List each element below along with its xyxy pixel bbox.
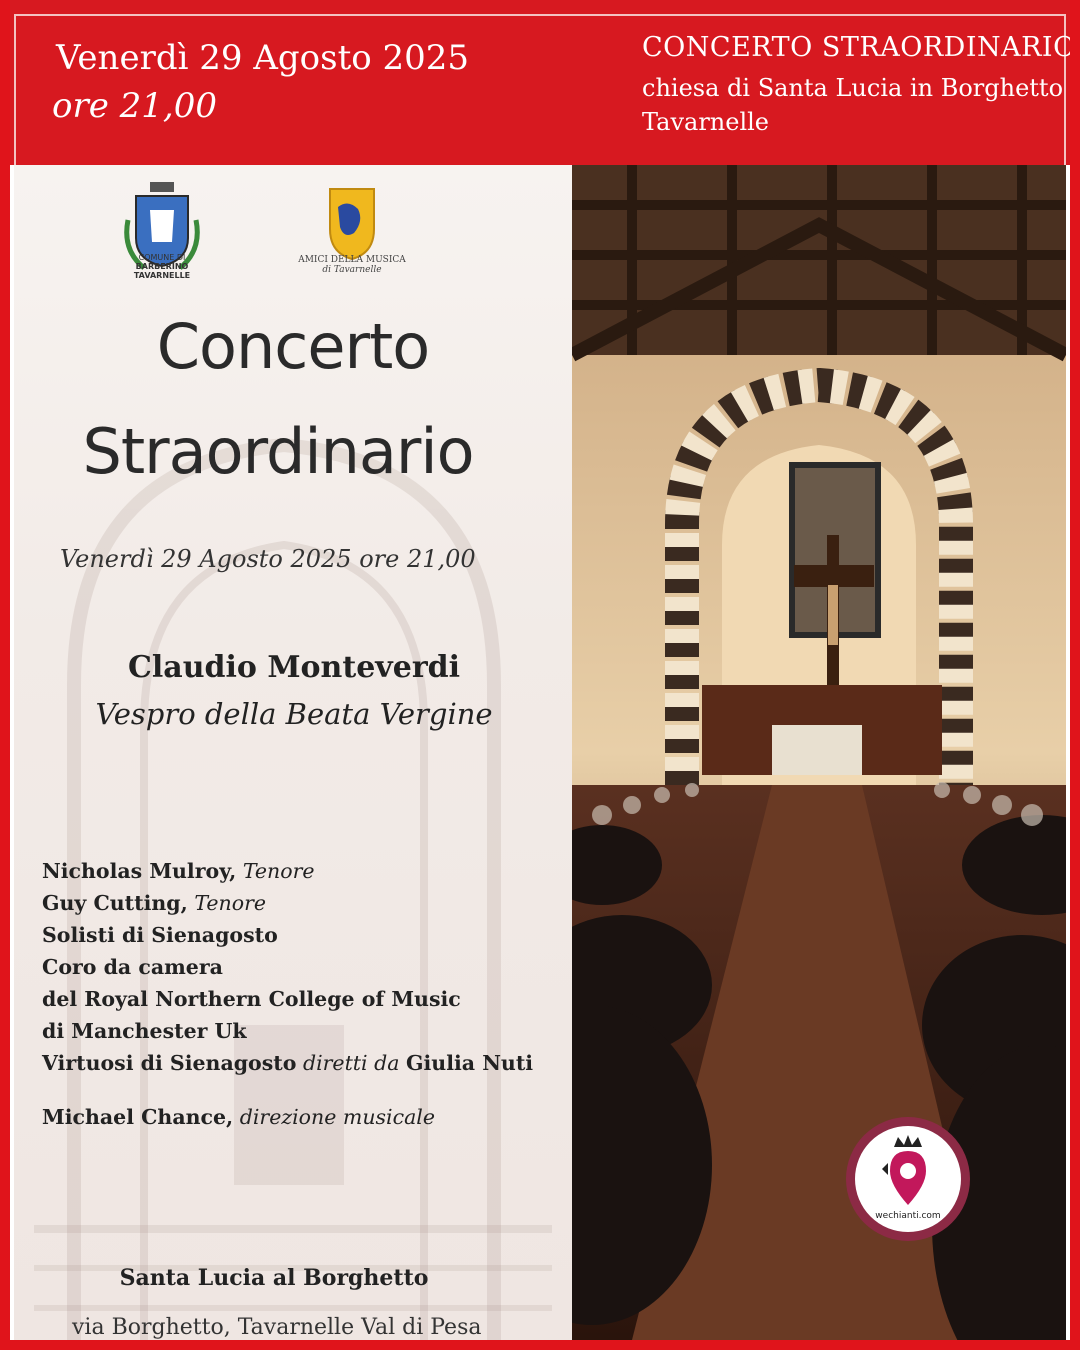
performer-line: Coro da camera (42, 955, 223, 979)
banner-title: CONCERTO STRAORDINARIO (642, 32, 1076, 63)
performer-line: Solisti di Sienagosto (42, 923, 278, 947)
amici-caption: AMICI DELLA MUSICA di Tavarnelle (298, 255, 406, 275)
wechianti-badge[interactable] (846, 1117, 970, 1241)
poster-title-line1: Concerto (156, 310, 430, 383)
banner-time: ore 21,00 (52, 86, 217, 126)
poster-title-line2: Straordinario (82, 415, 474, 488)
performer-line: Virtuosi di Sienagosto diretti da Giulia Nuti (42, 1051, 534, 1075)
performer-line: Guy Cutting, Tenore (42, 891, 267, 915)
banner-date: Venerdì 29 Agosto 2025 (56, 38, 470, 78)
performer-line: del Royal Northern College of Music (42, 987, 461, 1011)
comune-caption: COMUNE DI BARBERINO TAVARNELLE (133, 253, 191, 280)
work-title: Vespro della Beata Vergine (95, 697, 493, 731)
venue-name: Santa Lucia al Borghetto (119, 1265, 429, 1291)
performer-line: Nicholas Mulroy, Tenore (42, 859, 315, 883)
banner-place: chiesa di Santa Lucia in Borghetto (642, 74, 1064, 102)
banner-town: Tavarnelle (642, 108, 770, 136)
composer: Claudio Monteverdi (127, 650, 461, 685)
director-line: Michael Chance, direzione musicale (42, 1105, 435, 1129)
venue-address: via Borghetto, Tavarnelle Val di Pesa (72, 1315, 482, 1340)
poster-datetime: Venerdì 29 Agosto 2025 ore 21,00 (60, 545, 476, 573)
map-pin-icon (876, 1133, 940, 1209)
badge-label: wechianti.com (875, 1211, 941, 1221)
performer-line: di Manchester Uk (42, 1019, 247, 1043)
